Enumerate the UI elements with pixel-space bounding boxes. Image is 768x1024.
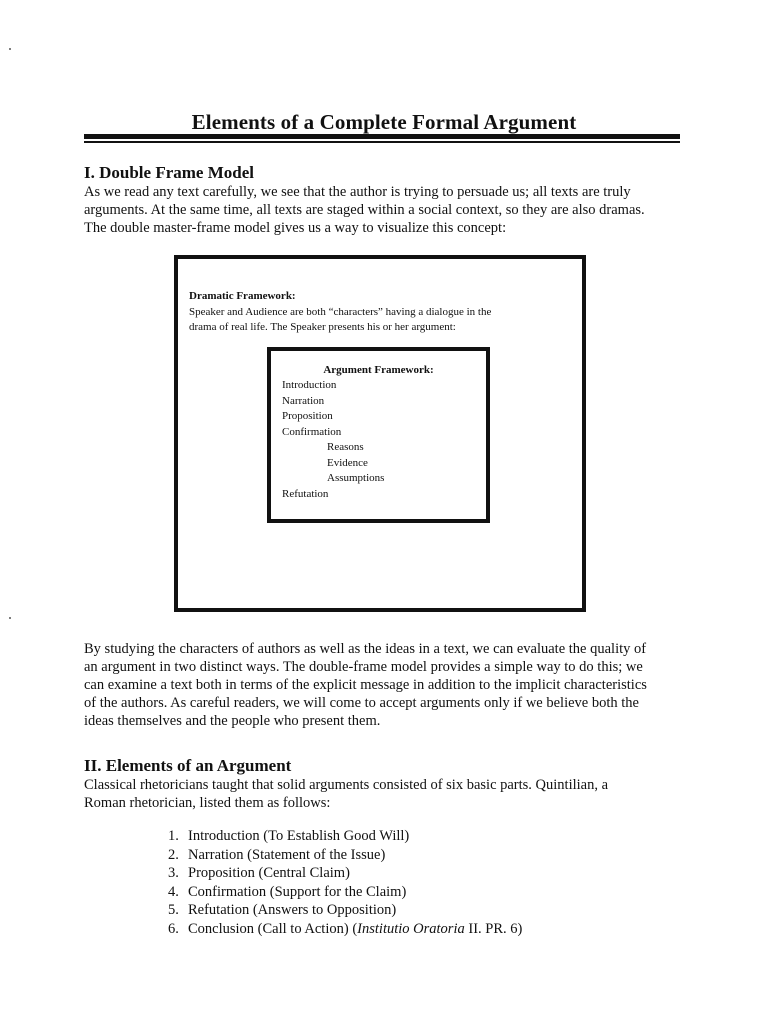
scan-speck <box>9 48 11 50</box>
scan-speck <box>9 617 11 619</box>
argument-subitem: Reasons <box>327 441 364 453</box>
dramatic-framework-text <box>189 289 559 336</box>
paragraph-line: Roman rhetorician, listed them as follows: <box>84 795 331 811</box>
title-rule-thick <box>84 134 680 139</box>
argument-item: Refutation <box>282 487 329 500</box>
list-number: 5. <box>168 902 179 918</box>
list-item-text: Narration (Statement of the Issue) <box>188 846 386 863</box>
list-number: 2. <box>168 846 179 863</box>
argument-elements-list <box>168 827 522 938</box>
section-heading-double-frame: I. Double Frame Model <box>84 163 254 182</box>
argument-item: Proposition <box>282 410 333 422</box>
list-item <box>168 864 522 883</box>
section2-intro-paragraph <box>84 776 684 812</box>
argument-subitem: Assumptions <box>327 472 385 484</box>
list-item-text: Proposition (Central Claim) <box>188 865 350 881</box>
list-number: 4. <box>168 883 179 900</box>
dramatic-framework-heading: Dramatic Framework: <box>189 290 296 302</box>
argument-item: Narration <box>282 394 325 407</box>
list-item-text: Refutation (Answers to Opposition) <box>188 902 397 918</box>
citation-reference: II. PR. 6) <box>464 920 523 937</box>
list-item: 6. Conclusion (Call to Action) (Institutio Oratoria II. PR. 6) <box>168 920 523 937</box>
dramatic-framework-line: drama of real life. The Speaker presents his or her argument: <box>189 321 456 333</box>
list-number: 1. <box>168 828 179 844</box>
argument-item: Introduction <box>282 379 337 391</box>
argument-item: Confirmation <box>282 425 342 438</box>
list-item-text: Confirmation (Support for the Claim) <box>188 883 407 900</box>
section1-intro-paragraph <box>84 183 684 237</box>
document-title: Elements of a Complete Formal Argument <box>191 110 577 134</box>
paragraph-line: ideas themselves and the people who present them. <box>84 713 381 729</box>
argument-framework-heading: Argument Framework: <box>323 364 434 376</box>
list-item-text: Introduction (To Establish Good Will) <box>188 828 410 844</box>
paragraph-line: The double master-frame model gives us a way to visualize this concept: <box>84 220 507 236</box>
list-number: 6. <box>168 920 179 937</box>
list-item <box>168 827 522 846</box>
list-number: 3. <box>168 865 179 881</box>
argument-framework-list <box>282 378 384 502</box>
paragraph-line: an argument in two distinct ways. The double-frame model provides a simple way to do this; we <box>84 659 643 675</box>
paragraph-line: By studying the characters of authors as well as the ideas in a text, we can evaluate the quality of <box>84 641 647 657</box>
list-item <box>168 846 522 865</box>
list-item-text: Conclusion (Call to Action) <box>188 920 349 937</box>
section-heading-elements: II. Elements of an Argument <box>84 756 292 775</box>
paragraph-line: arguments. At the same time, all texts are staged within a social context, so they are also dramas. <box>84 202 645 218</box>
paragraph-line: As we read any text carefully, we see that the author is trying to persuade us; all texts are truly <box>84 184 631 200</box>
paragraph-line: can examine a text both in terms of the explicit message in addition to the implicit characteristics <box>84 677 647 693</box>
title-rule-thin <box>84 141 680 143</box>
citation-title: Institutio Oratoria <box>357 920 465 937</box>
dramatic-framework-line: Speaker and Audience are both “characters” having a dialogue in the <box>189 305 492 318</box>
list-item <box>168 883 522 902</box>
list-item <box>168 901 522 920</box>
paragraph-line: Classical rhetoricians taught that solid arguments consisted of six basic parts. Quintilian, a <box>84 777 609 793</box>
argument-subitem: Evidence <box>327 456 368 469</box>
section1-after-paragraph <box>84 640 684 730</box>
paragraph-line: of the authors. As careful readers, we will come to accept arguments only if we believe both the <box>84 695 639 711</box>
